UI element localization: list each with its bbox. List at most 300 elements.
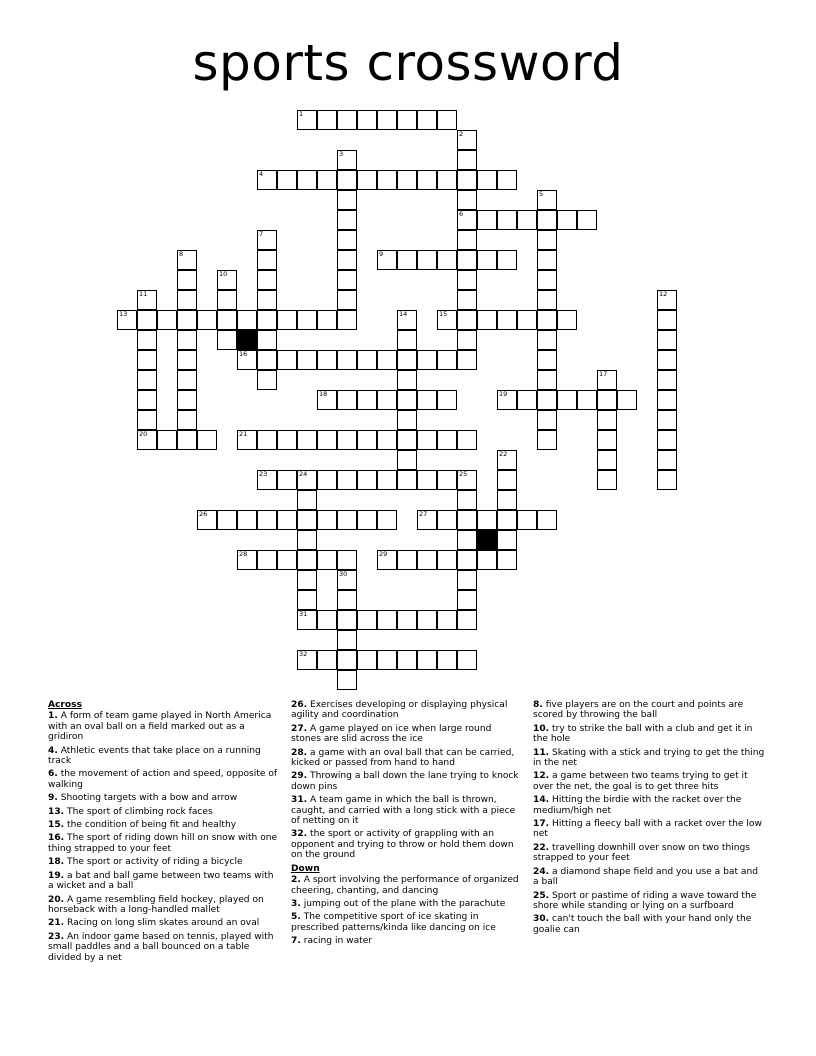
grid-cell[interactable] (317, 170, 337, 190)
grid-cell[interactable] (177, 350, 197, 370)
clue-text: Hitting a fleecy ball with a racket over the low net (533, 819, 762, 840)
clue-number-label: 25 (459, 470, 468, 478)
grid-cell[interactable] (497, 490, 517, 510)
clue-text: five players are on the court and points are scored by throwing the ball (533, 700, 744, 721)
grid-cell[interactable] (517, 510, 537, 530)
grid-cell[interactable] (357, 470, 377, 490)
grid-cell[interactable] (437, 170, 457, 190)
grid-cell[interactable] (337, 170, 357, 190)
grid-cell[interactable] (477, 170, 497, 190)
grid-cell[interactable] (537, 210, 557, 230)
clue-item (533, 843, 765, 864)
grid-cell[interactable] (397, 650, 417, 670)
grid-cell[interactable] (177, 250, 197, 270)
grid-cell[interactable] (457, 430, 477, 450)
grid-cell[interactable] (257, 290, 277, 310)
clue-item (48, 857, 280, 867)
grid-cell[interactable] (337, 230, 357, 250)
grid-cell[interactable] (577, 210, 597, 230)
grid-cell[interactable] (437, 390, 457, 410)
grid-cell[interactable] (377, 610, 397, 630)
clue-number: 11. (533, 747, 550, 758)
grid-cell[interactable] (297, 610, 317, 630)
grid-cell[interactable] (517, 390, 537, 410)
grid-cell[interactable] (397, 430, 417, 450)
clue-text: Athletic events that take place on a running track (48, 745, 261, 767)
clue-number: 17. (533, 819, 550, 830)
grid-cell[interactable] (457, 310, 477, 330)
grid-cell[interactable] (457, 530, 477, 550)
clue-number-label: 13 (119, 310, 128, 318)
grid-cell[interactable] (297, 550, 317, 570)
grid-cell[interactable] (397, 370, 417, 390)
grid-cell[interactable] (137, 330, 157, 350)
grid-cell[interactable] (397, 250, 417, 270)
clue-text: a diamond shape field and you use a bat and a ball (533, 866, 759, 888)
grid-cell[interactable] (437, 310, 457, 330)
grid-cell[interactable] (297, 590, 317, 610)
grid-cell[interactable] (337, 290, 357, 310)
grid-cell[interactable] (557, 390, 577, 410)
grid-cell[interactable] (217, 330, 237, 350)
grid-cell[interactable] (397, 330, 417, 350)
grid-cell[interactable] (177, 410, 197, 430)
grid-cell[interactable] (377, 550, 397, 570)
grid-cell[interactable] (537, 370, 557, 390)
grid-cell[interactable] (137, 370, 157, 390)
grid-cell[interactable] (597, 370, 617, 390)
clue-number: 13. (48, 806, 65, 817)
grid-cell[interactable] (397, 110, 417, 130)
grid-cell[interactable] (137, 310, 157, 330)
clue-number-label: 22 (499, 450, 508, 458)
grid-cell[interactable] (337, 430, 357, 450)
grid-cell[interactable] (657, 310, 677, 330)
clue-number-label: 27 (419, 510, 428, 518)
grid-cell[interactable] (457, 230, 477, 250)
grid-cell[interactable] (357, 170, 377, 190)
grid-cell[interactable] (437, 650, 457, 670)
grid-cell[interactable] (477, 510, 497, 530)
clue-item (291, 748, 523, 769)
clue-number-label: 4 (259, 170, 264, 178)
grid-cell[interactable] (657, 330, 677, 350)
clue-number-label: 8 (179, 250, 184, 258)
grid-cell[interactable] (417, 170, 437, 190)
grid-cell[interactable] (157, 430, 177, 450)
grid-cell[interactable] (397, 450, 417, 470)
grid-cell[interactable] (237, 350, 257, 370)
grid-cell[interactable] (337, 650, 357, 670)
clue-number-label: 6 (459, 210, 464, 218)
grid-cell[interactable] (257, 330, 277, 350)
grid-cell[interactable] (217, 270, 237, 290)
grid-cell[interactable] (197, 430, 217, 450)
down-header: Down (291, 863, 320, 874)
grid-cell[interactable] (457, 190, 477, 210)
grid-cell[interactable] (257, 370, 277, 390)
grid-cell[interactable] (457, 150, 477, 170)
grid-cell[interactable] (297, 310, 317, 330)
grid-cell[interactable] (437, 430, 457, 450)
grid-cell[interactable] (657, 370, 677, 390)
clue-text: a bat and ball game between two teams with a wicket and a ball (48, 870, 274, 892)
grid-cell[interactable] (657, 450, 677, 470)
grid-cell[interactable] (517, 310, 537, 330)
grid-cell[interactable] (277, 310, 297, 330)
grid-cell[interactable] (377, 350, 397, 370)
clue-item (291, 936, 523, 946)
grid-cell[interactable] (417, 550, 437, 570)
grid-cell[interactable] (297, 470, 317, 490)
grid-cell[interactable] (457, 510, 477, 530)
grid-cell[interactable] (497, 450, 517, 470)
grid-cell[interactable] (457, 490, 477, 510)
grid-cell[interactable] (477, 550, 497, 570)
grid-cell[interactable] (437, 350, 457, 370)
clue-item (291, 724, 523, 745)
grid-cell[interactable] (497, 550, 517, 570)
clue-column-2 (291, 700, 523, 950)
grid-cell[interactable] (177, 330, 197, 350)
grid-cell[interactable] (537, 390, 557, 410)
grid-cell[interactable] (397, 410, 417, 430)
grid-cell[interactable] (437, 510, 457, 530)
grid-cell[interactable] (377, 110, 397, 130)
grid-cell[interactable] (337, 190, 357, 210)
grid-cell[interactable] (137, 390, 157, 410)
grid-cell[interactable] (497, 210, 517, 230)
grid-cell[interactable] (537, 250, 557, 270)
grid-cell[interactable] (457, 470, 477, 490)
grid-cell[interactable] (317, 110, 337, 130)
grid-cell[interactable] (317, 430, 337, 450)
clue-number: 4. (48, 745, 58, 756)
clue-number-label: 14 (399, 310, 408, 318)
grid-cell[interactable] (337, 110, 357, 130)
grid-cell[interactable] (317, 650, 337, 670)
grid-cell[interactable] (377, 390, 397, 410)
grid-cell[interactable] (297, 650, 317, 670)
clue-text: An indoor game based on tennis, played with small paddles and a ball bounced on a table divided by a net (48, 931, 274, 963)
clue-column-3 (533, 700, 765, 938)
grid-cell[interactable] (657, 350, 677, 370)
grid-cell[interactable] (197, 510, 217, 530)
grid-cell[interactable] (457, 290, 477, 310)
clue-text: Throwing a ball down the lane trying to knock down pins (291, 771, 519, 792)
grid-cell[interactable] (597, 410, 617, 430)
clue-number-label: 21 (239, 430, 248, 438)
grid-cell[interactable] (657, 290, 677, 310)
clue-item (48, 820, 280, 830)
grid-cell[interactable] (277, 350, 297, 370)
clue-item (291, 829, 523, 860)
grid-cell[interactable] (297, 530, 317, 550)
grid-cell[interactable] (337, 670, 357, 690)
grid-cell[interactable] (177, 430, 197, 450)
clue-item (291, 912, 523, 933)
grid-cell[interactable] (537, 510, 557, 530)
grid-cell[interactable] (337, 310, 357, 330)
clue-item (533, 795, 765, 816)
grid-cell[interactable] (557, 310, 577, 330)
grid-cell[interactable] (497, 390, 517, 410)
grid-cell[interactable] (537, 290, 557, 310)
grid-cell[interactable] (297, 350, 317, 370)
grid-cell[interactable] (217, 290, 237, 310)
grid-cell[interactable] (657, 470, 677, 490)
grid-cell[interactable] (377, 170, 397, 190)
clue-item (48, 711, 280, 742)
clue-number-label: 7 (259, 230, 264, 238)
grid-cell[interactable] (517, 210, 537, 230)
clue-item (533, 700, 765, 721)
grid-cell[interactable] (457, 330, 477, 350)
grid-cell[interactable] (217, 310, 237, 330)
clue-text: The sport of riding down hill on snow with one thing strapped to your feet (48, 833, 278, 854)
grid-cell[interactable] (417, 390, 437, 410)
grid-cell[interactable] (177, 290, 197, 310)
clue-text: Sport or pastime of riding a wave toward the shore while standing or lying on a surfboard (533, 890, 757, 911)
grid-cell[interactable] (217, 510, 237, 530)
clue-number: 9. (48, 793, 58, 804)
clue-text: Exercises developing or displaying physical agility and coordination (291, 700, 508, 721)
clue-text: racing in water (303, 936, 373, 947)
grid-cell[interactable] (137, 290, 157, 310)
grid-cell[interactable] (357, 510, 377, 530)
grid-cell[interactable] (277, 430, 297, 450)
grid-cell[interactable] (397, 350, 417, 370)
clue-item (48, 918, 280, 928)
grid-cell[interactable] (437, 250, 457, 270)
grid-cell[interactable] (357, 390, 377, 410)
clue-number: 14. (533, 795, 550, 806)
grid-cell[interactable] (417, 610, 437, 630)
grid-cell[interactable] (277, 510, 297, 530)
grid-cell[interactable] (437, 110, 457, 130)
clue-number-label: 16 (239, 350, 248, 358)
grid-cell[interactable] (417, 510, 437, 530)
grid-cell[interactable] (397, 390, 417, 410)
grid-cell[interactable] (537, 410, 557, 430)
grid-cell[interactable] (257, 310, 277, 330)
grid-cell[interactable] (177, 270, 197, 290)
grid-cell[interactable] (437, 610, 457, 630)
grid-cell[interactable] (257, 510, 277, 530)
clue-text: Shooting targets with a bow and arrow (60, 793, 238, 804)
grid-cell[interactable] (317, 610, 337, 630)
grid-cell[interactable] (537, 270, 557, 290)
grid-cell[interactable] (657, 410, 677, 430)
clue-number-label: 15 (439, 310, 448, 318)
grid-cell[interactable] (237, 310, 257, 330)
grid-cell[interactable] (317, 510, 337, 530)
grid-cell[interactable] (657, 390, 677, 410)
grid-cell[interactable] (357, 650, 377, 670)
grid-cell[interactable] (417, 250, 437, 270)
grid-cell[interactable] (397, 470, 417, 490)
grid-cell[interactable] (137, 410, 157, 430)
grid-cell[interactable] (317, 390, 337, 410)
grid-cell[interactable] (477, 250, 497, 270)
grid-cell[interactable] (177, 390, 197, 410)
grid-cell[interactable] (457, 350, 477, 370)
grid-cell[interactable] (337, 550, 357, 570)
grid-cell[interactable] (457, 210, 477, 230)
grid-cell[interactable] (317, 350, 337, 370)
grid-cell[interactable] (417, 430, 437, 450)
grid-cell[interactable] (357, 350, 377, 370)
grid-cell[interactable] (377, 430, 397, 450)
grid-cell[interactable] (257, 250, 277, 270)
grid-cell[interactable] (337, 210, 357, 230)
grid-cell[interactable] (277, 550, 297, 570)
grid-cell[interactable] (657, 430, 677, 450)
grid-cell[interactable] (537, 330, 557, 350)
grid-cell[interactable] (257, 350, 277, 370)
grid-cell[interactable] (397, 550, 417, 570)
clue-number-label: 9 (379, 250, 384, 258)
clue-number: 5. (291, 912, 301, 923)
grid-cell[interactable] (537, 430, 557, 450)
clue-item (533, 724, 765, 745)
grid-cell[interactable] (237, 430, 257, 450)
grid-cell[interactable] (497, 310, 517, 330)
clue-item (48, 807, 280, 817)
grid-cell[interactable] (297, 570, 317, 590)
grid-cell[interactable] (297, 110, 317, 130)
grid-cell[interactable] (337, 350, 357, 370)
clue-text: jumping out of the plane with the parachute (303, 898, 506, 909)
clue-item (291, 771, 523, 792)
grid-cell[interactable] (457, 570, 477, 590)
grid-cell[interactable] (437, 550, 457, 570)
grid-cell[interactable] (337, 270, 357, 290)
grid-cell[interactable] (257, 470, 277, 490)
grid-cell[interactable] (597, 430, 617, 450)
grid-cell[interactable] (137, 430, 157, 450)
grid-cell[interactable] (237, 550, 257, 570)
clue-number: 3. (291, 898, 301, 909)
grid-cell[interactable] (257, 550, 277, 570)
grid-cell[interactable] (277, 170, 297, 190)
grid-cell[interactable] (457, 590, 477, 610)
grid-cell[interactable] (457, 550, 477, 570)
grid-cell[interactable] (537, 350, 557, 370)
grid-cell[interactable] (497, 250, 517, 270)
grid-cell[interactable] (477, 310, 497, 330)
grid-cell[interactable] (257, 270, 277, 290)
clue-item (291, 795, 523, 826)
grid-cell[interactable] (397, 170, 417, 190)
grid-cell[interactable] (297, 510, 317, 530)
grid-cell[interactable] (617, 390, 637, 410)
grid-cell[interactable] (297, 430, 317, 450)
grid-cell[interactable] (597, 390, 617, 410)
grid-cell[interactable] (457, 130, 477, 150)
grid-cell[interactable] (337, 630, 357, 650)
grid-cell[interactable] (397, 310, 417, 330)
grid-cell[interactable] (537, 310, 557, 330)
grid-cell[interactable] (537, 230, 557, 250)
grid-cell[interactable] (137, 350, 157, 370)
grid-cell[interactable] (337, 150, 357, 170)
grid-cell[interactable] (377, 650, 397, 670)
grid-cell[interactable] (297, 490, 317, 510)
grid-cell[interactable] (417, 350, 437, 370)
grid-cell[interactable] (417, 650, 437, 670)
grid-cell[interactable] (497, 170, 517, 190)
grid-cell[interactable] (177, 370, 197, 390)
grid-cell[interactable] (457, 250, 477, 270)
grid-cell[interactable] (197, 310, 217, 330)
grid-cell[interactable] (397, 610, 417, 630)
grid-cell[interactable] (357, 430, 377, 450)
grid-cell[interactable] (357, 610, 377, 630)
grid-cell[interactable] (157, 310, 177, 330)
clue-number: 10. (533, 723, 550, 734)
clue-item (291, 700, 523, 721)
grid-cell[interactable] (417, 110, 437, 130)
grid-cell[interactable] (317, 310, 337, 330)
grid-cell[interactable] (457, 610, 477, 630)
clue-number-label: 1 (299, 110, 304, 118)
grid-cell[interactable] (237, 510, 257, 530)
grid-cell[interactable] (437, 470, 457, 490)
grid-cell[interactable] (337, 250, 357, 270)
clue-number-label: 29 (379, 550, 388, 558)
clue-item (48, 746, 280, 767)
grid-cell[interactable] (337, 590, 357, 610)
grid-cell[interactable] (297, 170, 317, 190)
grid-cell[interactable] (557, 210, 577, 230)
clue-text: a game with an oval ball that can be carried, kicked or passed from hand to hand (291, 747, 515, 769)
grid-cell[interactable] (597, 450, 617, 470)
grid-cell[interactable] (337, 390, 357, 410)
grid-cell[interactable] (377, 470, 397, 490)
grid-cell[interactable] (477, 210, 497, 230)
grid-cell[interactable] (377, 510, 397, 530)
grid-cell[interactable] (337, 610, 357, 630)
grid-cell[interactable] (257, 170, 277, 190)
grid-cell[interactable] (377, 250, 397, 270)
grid-cell[interactable] (337, 470, 357, 490)
grid-cell[interactable] (497, 510, 517, 530)
grid-cell[interactable] (317, 470, 337, 490)
grid-cell[interactable] (337, 570, 357, 590)
grid-cell[interactable] (597, 470, 617, 490)
grid-cell[interactable] (497, 470, 517, 490)
grid-cell[interactable] (577, 390, 597, 410)
grid-cell[interactable] (457, 270, 477, 290)
grid-cell[interactable] (117, 310, 137, 330)
grid-cell[interactable] (457, 170, 477, 190)
grid-cell[interactable] (337, 510, 357, 530)
grid-cell[interactable] (317, 550, 337, 570)
grid-cell[interactable] (497, 530, 517, 550)
clue-number-label: 17 (599, 370, 608, 378)
grid-cell[interactable] (457, 650, 477, 670)
grid-cell[interactable] (417, 470, 437, 490)
grid-cell[interactable] (257, 230, 277, 250)
grid-cell[interactable] (257, 430, 277, 450)
clue-text: Hitting the birdie with the racket over the medium/high net (533, 795, 742, 816)
grid-cell[interactable] (357, 110, 377, 130)
grid-cell[interactable] (177, 310, 197, 330)
grid-cell[interactable] (537, 190, 557, 210)
grid-cell[interactable] (277, 470, 297, 490)
clue-number-label: 12 (659, 290, 668, 298)
